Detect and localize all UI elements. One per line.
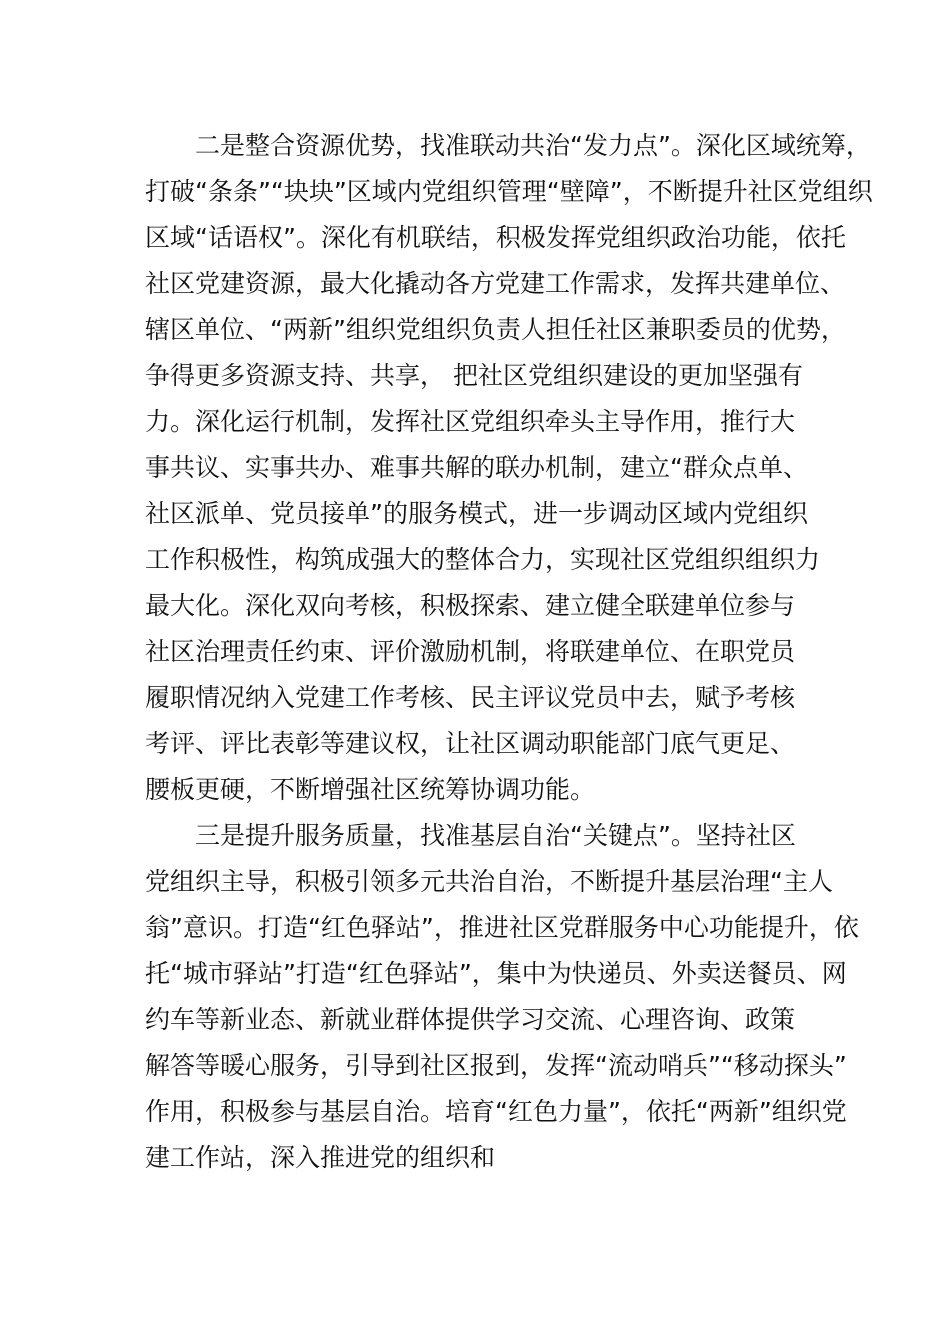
paragraph-1-line-6: 争得更多资源支持、共享， 把社区党组织建设的更加坚强有: [145, 361, 803, 390]
paragraph-1-line-4: 社区党建资源，最大化撬动各方党建工作需求，发挥共建单位、: [145, 269, 846, 298]
paragraph-2-line-6: 解答等暖心服务，引导到社区报到，发挥“流动哨兵”“移动探头”: [145, 1051, 847, 1080]
paragraph-1-line-10: 工作积极性，构筑成强大的整体合力，实现社区党组织组织力: [145, 545, 821, 574]
paragraph-2-line-7: 作用，积极参与基层自治。培育“红色力量”，依托“两新”组织党: [145, 1097, 847, 1126]
paragraph-2-line-3: 翁”意识。打造“红色驿站”，推进社区党群服务中心功能提升，依: [145, 913, 859, 942]
paragraph-1-line-1: 二是整合资源优势，找准联动共治“发力点”。深化区域统筹，: [195, 131, 871, 160]
paragraph-1-line-7: 力。深化运行机制，发挥社区党组织牵头主导作用，推行大: [145, 407, 796, 436]
paragraph-1-line-9: 社区派单、党员接单”的服务模式，进一步调动区域内党组织: [145, 499, 808, 528]
paragraph-1-line-11: 最大化。深化双向考核，积极探索、建立健全联建单位参与: [145, 591, 796, 620]
paragraph-1-line-2: 打破“条条”“块块”区域内党组织管理“壁障”，不断提升社区党组织: [145, 177, 873, 206]
paragraph-1-line-8: 事共议、实事共办、难事共解的联办机制，建立“群众点单、: [145, 453, 808, 482]
paragraph-1-line-3: 区域“话语权”。深化有机联结，积极发挥党组织政治功能，依托: [145, 223, 846, 252]
paragraph-2-line-8: 建工作站，深入推进党的组织和: [145, 1143, 496, 1172]
paragraph-1-line-12: 社区治理责任约束、评价激励机制，将联建单位、在职党员: [145, 637, 796, 666]
paragraph-1-line-14: 考评、评比表彰等建议权，让社区调动职能部门底气更足、: [145, 729, 796, 758]
paragraph-2-line-1: 三是提升服务质量，找准基层自治“关键点”。坚持社区: [195, 821, 796, 850]
paragraph-1-line-13: 履职情况纳入党建工作考核、民主评议党员中去，赋予考核: [145, 683, 796, 712]
paragraph-1-line-15: 腰板更硬，不断增强社区统筹协调功能。: [145, 775, 596, 804]
paragraph-2-line-4: 托“城市驿站”打造“红色驿站”，集中为快递员、外卖送餐员、网: [145, 959, 847, 988]
paragraph-2-line-5: 约车等新业态、新就业群体提供学习交流、心理咨询、政策: [145, 1005, 796, 1034]
paragraph-1-line-5: 辖区单位、“两新”组织党组织负责人担任社区兼职委员的优势，: [145, 315, 846, 344]
paragraph-2-line-2: 党组织主导，积极引领多元共治自治，不断提升基层治理“主人: [145, 867, 833, 896]
